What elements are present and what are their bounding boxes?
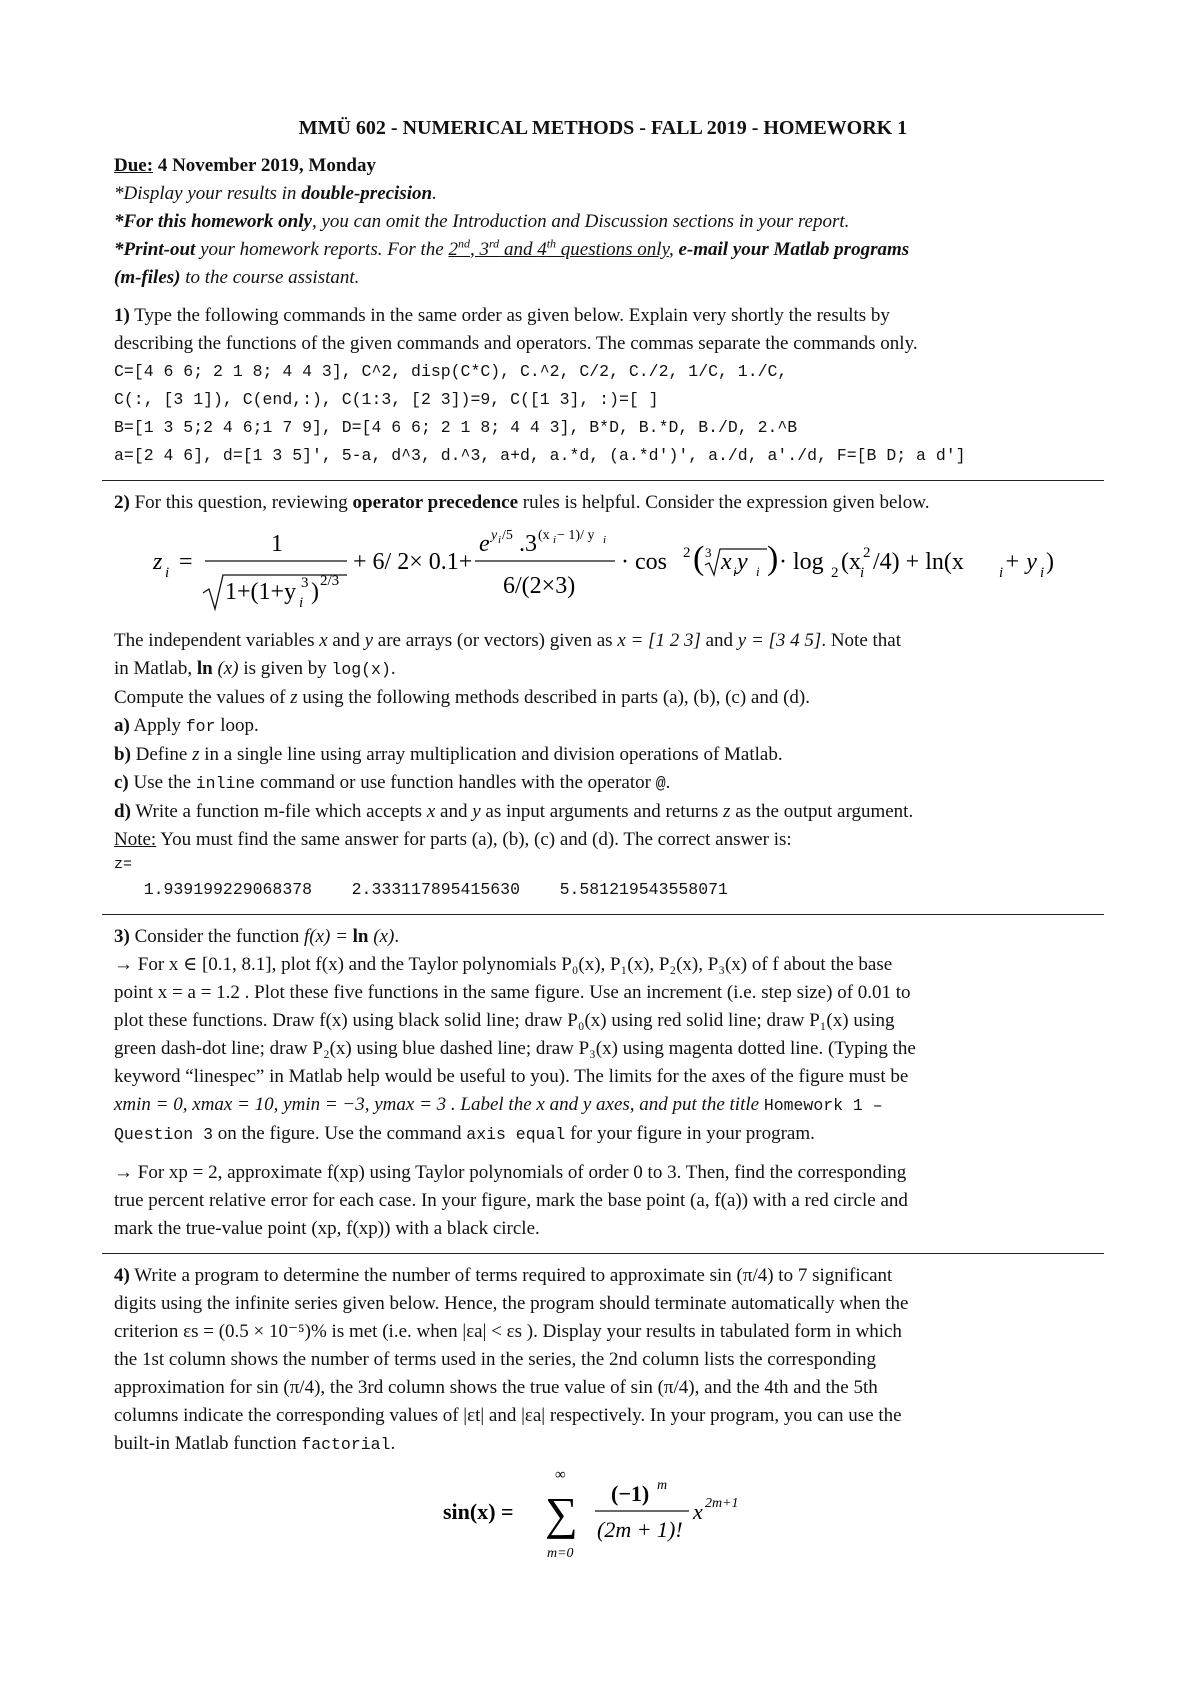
f-three-exp-sub: i bbox=[553, 534, 557, 546]
q-4-sup: th bbox=[546, 236, 557, 251]
due-value: 4 November 2019, Monday bbox=[153, 155, 376, 176]
note3-bold: *Print-out bbox=[114, 239, 196, 260]
note-printout bbox=[114, 236, 1092, 264]
note3-comma: , bbox=[668, 239, 674, 260]
z-formula bbox=[153, 523, 1053, 619]
f-z-sub: i bbox=[165, 565, 170, 581]
note-mfiles bbox=[114, 264, 1092, 292]
q3-p2-line-1: → For xp = 2, approximate f(xp) using Taylor polynomials of order 0 to 3. Then, find the corresponding bbox=[114, 1162, 907, 1183]
q2-b-label: b) bbox=[114, 744, 131, 765]
q3-title-code-2: Question 3 bbox=[114, 1125, 214, 1144]
q2-line-1 bbox=[114, 489, 1092, 517]
q2-c-label: c) bbox=[114, 772, 129, 793]
q2-x-vector: x = [1 2 3] bbox=[617, 630, 701, 651]
q2-l2-code: log(x) bbox=[331, 660, 391, 679]
q2-compute-line bbox=[114, 684, 1092, 712]
q2-number: 2) bbox=[114, 492, 130, 513]
q2-log-line bbox=[114, 655, 1092, 684]
q-3-sup: rd bbox=[488, 236, 500, 251]
q3-p1-line-7 bbox=[114, 1120, 1092, 1149]
f-cbrt-y: y bbox=[737, 549, 748, 575]
q3-l1-end: . bbox=[394, 926, 400, 947]
f-dot3: .3 bbox=[519, 531, 537, 557]
s-num: (−1) bbox=[611, 1481, 650, 1506]
f-e-exp: y bbox=[491, 528, 498, 543]
q2-l3-z: z bbox=[290, 687, 298, 708]
f-den: 6/(2×3) bbox=[503, 573, 576, 599]
q2-part-c bbox=[114, 769, 1092, 798]
q2-c-code2: @ bbox=[655, 774, 666, 793]
q1-number: 1) bbox=[114, 305, 130, 326]
q4-line-1 bbox=[114, 1262, 1092, 1290]
q2-b-z: z bbox=[192, 744, 200, 765]
q-only: questions only bbox=[556, 239, 669, 260]
q2-note-label: Note: bbox=[114, 829, 157, 850]
s-m0: m=0 bbox=[547, 1546, 574, 1561]
s-lhs: sin(x) = bbox=[443, 1499, 514, 1524]
q1-text-1: Type the following commands in the same order as given below. Explain very shortly the results by bbox=[129, 305, 890, 326]
q2-a-pre: Apply bbox=[129, 715, 186, 736]
q3-p1-mid: on the figure. Use the command bbox=[213, 1123, 467, 1144]
q4-last-pre: built-in Matlab function bbox=[114, 1433, 302, 1454]
s-den: (2m + 1)! bbox=[597, 1517, 683, 1542]
q2-y-vector: y = [3 4 5] bbox=[737, 630, 822, 651]
q2-note-text: You must find the same answer for parts (a), (b), (c) and (d). The correct answer is: bbox=[156, 829, 792, 850]
q2-a-end: loop. bbox=[215, 715, 259, 736]
q-4: 4 bbox=[537, 239, 547, 260]
q3-p1-line-2: point x = a = 1.2 . Plot these five functions in the same figure. Use an increment (i.e. step size) of 0.01 to bbox=[114, 982, 911, 1003]
q2-part-a bbox=[114, 712, 1092, 741]
note-precision bbox=[114, 180, 1092, 208]
f-log-sub: 2 bbox=[831, 565, 839, 581]
q2-c-pre: Use the bbox=[128, 772, 196, 793]
document-title: MMÜ 602 - NUMERICAL METHODS - FALL 2019 - HOMEWORK 1 bbox=[298, 117, 908, 139]
f-one: 1 bbox=[271, 531, 283, 557]
q2-a-code: for bbox=[185, 717, 216, 736]
q2-l2-end: . bbox=[390, 658, 396, 679]
q-2-sup: nd bbox=[457, 236, 470, 251]
q2-l1-and: and bbox=[327, 630, 365, 651]
q-2: 2 bbox=[448, 239, 458, 260]
note3-questions bbox=[448, 236, 669, 260]
q2-d-pre: Write a function m-file which accepts bbox=[130, 801, 427, 822]
q2-c-mid: command or use function handles with the operator bbox=[255, 772, 656, 793]
q3-p1-line-6 bbox=[114, 1091, 1092, 1120]
q3-p1-line-1: → For x ∈ [0.1, 8.1], plot f(x) and the Taylor polynomials P₀(x), P₁(x), P₂(x), P₃(x) of f about the base bbox=[114, 954, 893, 975]
f-ln-plus: + y bbox=[1004, 549, 1037, 575]
q2-b-end: in a single line using array multiplication and division operations of Matlab. bbox=[199, 744, 783, 765]
f-ln-sub2: i bbox=[1040, 565, 1045, 581]
f-log-arg-sub: i bbox=[860, 565, 865, 581]
due-label: Due: bbox=[114, 155, 154, 176]
f-root-sub: i bbox=[299, 595, 304, 611]
note3-email: e-mail your Matlab programs bbox=[673, 239, 910, 260]
q2-l2-ln: ln bbox=[196, 658, 213, 679]
f-e: e bbox=[479, 531, 490, 557]
q2-note bbox=[114, 826, 1092, 854]
q4-line-5: approximation for sin (π/4), the 3rd column shows the true value of sin (π/4), and the 4th and the 5th bbox=[114, 1377, 878, 1398]
f-plus-term: + 6/ 2× 0.1+ bbox=[353, 549, 473, 575]
f-cos: · cos bbox=[621, 549, 667, 575]
q3-title-code-1: Homework 1 – bbox=[763, 1096, 883, 1115]
note1-text: *Display your results in bbox=[114, 183, 302, 204]
q2-l2-x: (x) bbox=[212, 658, 239, 679]
q4-series-formula bbox=[114, 1465, 1092, 1561]
q3-p2-line-3: mark the true-value point (xp, f(xp)) with a black circle. bbox=[114, 1218, 540, 1239]
q2-vectors-line bbox=[114, 627, 1092, 655]
f-eq: = bbox=[179, 549, 193, 575]
q2-answer-label: z= bbox=[114, 856, 133, 873]
q3-axis-code: axis equal bbox=[466, 1125, 566, 1144]
s-x-sup: 2m+1 bbox=[705, 1496, 739, 1511]
q3-l1-arg: (x) bbox=[368, 926, 395, 947]
f-cos-sup: 2 bbox=[683, 545, 691, 561]
f-three-exp: (x bbox=[538, 528, 550, 543]
q2-l2-mid: is given by bbox=[238, 658, 332, 679]
q3-p1-end: for your figure in your program. bbox=[565, 1123, 815, 1144]
q2-l1-x: x bbox=[319, 630, 328, 651]
q2-formula bbox=[114, 523, 1092, 619]
q3-line-1 bbox=[114, 923, 1092, 951]
q2-text-pre: For this question, reviewing bbox=[129, 492, 353, 513]
q3-l1-pre: Consider the function bbox=[129, 926, 304, 947]
s-sum: ∑ bbox=[545, 1488, 578, 1539]
q4-number: 4) bbox=[114, 1265, 130, 1286]
note2-bold: *For this homework only bbox=[114, 211, 312, 232]
s-num-sup: m bbox=[657, 1478, 668, 1493]
f-log-arg-sup: 2 bbox=[863, 545, 871, 561]
f-e-exp-sub: i bbox=[498, 534, 502, 546]
q2-c-end: . bbox=[665, 772, 671, 793]
q2-a-label: a) bbox=[114, 715, 130, 736]
q2-l1-end: . Note that bbox=[821, 630, 902, 651]
q2-d-x: x bbox=[426, 801, 436, 822]
q2-b-pre: Define bbox=[130, 744, 193, 765]
q-3: 3 bbox=[479, 239, 489, 260]
q3-p1-line-4: green dash-dot line; draw P₂(x) using blue dashed line; draw P₃(x) using magenta dotted line. (Typing the bbox=[114, 1038, 916, 1059]
q2-d-z: z bbox=[723, 801, 731, 822]
f-cbrt-idx: 3 bbox=[705, 545, 712, 560]
note1-bold: double-precision bbox=[301, 183, 433, 204]
q3-l1-f: f(x) = bbox=[303, 926, 353, 947]
note3-text: your homework reports. For the bbox=[195, 239, 449, 260]
q4-last-end: . bbox=[390, 1433, 396, 1454]
q1-code-1: C=[4 6 6; 2 1 8; 4 4 3], C^2, disp(C*C), C.^2, C/2, C./2, 1/C, 1./C, bbox=[114, 362, 788, 381]
q-sep: , bbox=[469, 239, 480, 260]
q2-text-post: rules is helpful. Consider the expression given below. bbox=[518, 492, 930, 513]
f-cbrt-sub2: i bbox=[756, 564, 760, 579]
q2-l2-pre: in Matlab, bbox=[114, 658, 197, 679]
q2-l1-and2: and bbox=[700, 630, 738, 651]
note3-mfiles: (m-files) bbox=[114, 267, 181, 288]
divider-3 bbox=[102, 1253, 1104, 1254]
q3-p1-line-3: plot these functions. Draw f(x) using black solid line; draw P₀(x) using red solid line; draw P₁(x) using bbox=[114, 1010, 895, 1031]
q2-l1-pre: The independent variables bbox=[114, 630, 320, 651]
q1-code-3: B=[1 3 5;2 4 6;1 7 9], D=[4 6 6; 2 1 8; 4 4 3], B*D, B.*D, B./D, 2.^B bbox=[114, 418, 798, 437]
q4-line-3: criterion εs = (0.5 × 10⁻⁵)% is met (i.e. when |εa| < εs ). Display your results in tabulated form in which bbox=[114, 1321, 902, 1342]
q2-d-label: d) bbox=[114, 801, 131, 822]
q2-answer-values: 1.939199229068378 2.333117895415630 5.581219543558071 bbox=[114, 880, 728, 899]
f-cos-open: ( bbox=[693, 540, 705, 577]
q4-line-4: the 1st column shows the number of terms used in the series, the 2nd column lists the corresponding bbox=[114, 1349, 876, 1370]
sin-series bbox=[443, 1465, 763, 1561]
divider-2 bbox=[102, 914, 1104, 915]
q3-l1-ln: ln bbox=[352, 926, 369, 947]
q2-d-and: and bbox=[435, 801, 473, 822]
q2-d-y: y bbox=[472, 801, 481, 822]
q1-line-2: describing the functions of the given commands and operators. The commas separate the commands only. bbox=[114, 333, 918, 354]
f-root-exp: 2/3 bbox=[320, 573, 340, 589]
document-body bbox=[114, 114, 1092, 1561]
f-cbrt-sub1: i bbox=[733, 564, 737, 579]
q3-number: 3) bbox=[114, 926, 130, 947]
f-cbrt-x: x bbox=[721, 549, 732, 575]
q2-l1-mid: are arrays (or vectors) given as bbox=[373, 630, 618, 651]
f-e-exp-rest: /5 bbox=[502, 528, 513, 543]
f-cos-close: ) bbox=[767, 540, 779, 577]
f-log-arg-rest: /4) + ln(x bbox=[873, 549, 964, 575]
note2-text: , you can omit the Introduction and Discussion sections in your report. bbox=[311, 211, 850, 232]
q2-l3-pre: Compute the values of bbox=[114, 687, 291, 708]
q4-line-6: columns indicate the corresponding values of |εt| and |εa| respectively. In your program, you can use the bbox=[114, 1405, 902, 1426]
f-root-close: ) bbox=[311, 579, 319, 605]
q3-p1-line-5: keyword “linespec” in Matlab help would be useful to you). The limits for the axes of the figure must be bbox=[114, 1066, 909, 1087]
q2-part-d bbox=[114, 798, 1092, 826]
f-log: · log bbox=[779, 549, 824, 575]
f-z: z bbox=[153, 549, 163, 575]
f-three-exp-sub2: i bbox=[603, 534, 607, 546]
q-and: and bbox=[499, 239, 538, 260]
due-line bbox=[114, 152, 1092, 180]
note3-end: to the course assistant. bbox=[180, 267, 360, 288]
s-inf: ∞ bbox=[555, 1467, 566, 1483]
f-root-sup: 3 bbox=[301, 575, 309, 591]
q1-code-4: a=[2 4 6], d=[1 3 5]', 5-a, d^3, d.^3, a+d, a.*d, (a.*d')', a./d, a'./d, F=[B D; a d'] bbox=[114, 446, 966, 465]
q2-d-end: as the output argument. bbox=[730, 801, 914, 822]
q4-line-7 bbox=[114, 1430, 1092, 1459]
note1-end: . bbox=[432, 183, 437, 204]
f-ln-close: ) bbox=[1046, 549, 1054, 575]
q2-d-mid: as input arguments and returns bbox=[480, 801, 724, 822]
q4-text-1: Write a program to determine the number of terms required to approximate sin (π/4) to 7 significant bbox=[129, 1265, 893, 1286]
q2-l1-y: y bbox=[364, 630, 374, 651]
q1-line-1 bbox=[114, 302, 1092, 330]
q2-text-bold: operator precedence bbox=[352, 492, 519, 513]
q3-limits: xmin = 0, xmax = 10, ymin = −3, ymax = 3 . Label the x and y axes, and put the title bbox=[114, 1094, 764, 1115]
f-root-body: 1+(1+y bbox=[225, 579, 297, 605]
note-homework-only bbox=[114, 208, 1092, 236]
f-log-arg: (x bbox=[841, 549, 861, 575]
q2-part-b bbox=[114, 741, 1092, 769]
q2-c-code: inline bbox=[195, 774, 256, 793]
q2-l3-end: using the following methods described in parts (a), (b), (c) and (d). bbox=[297, 687, 810, 708]
f-ln-sub1: i bbox=[999, 565, 1004, 581]
q1-code-2: C(:, [3 1]), C(end,:), C(1:3, [2 3])=9, C([1 3], :)=[ ] bbox=[114, 390, 659, 409]
s-x: x bbox=[693, 1499, 703, 1524]
divider-1 bbox=[102, 480, 1104, 481]
q3-p2-line-2: true percent relative error for each case. In your figure, mark the base point (a, f(a)) with a red circle and bbox=[114, 1190, 908, 1211]
f-three-exp-rest: − 1)/ y bbox=[557, 528, 595, 543]
q4-factorial-code: factorial bbox=[301, 1435, 391, 1454]
q4-line-2: digits using the infinite series given below. Hence, the program should terminate automatically when the bbox=[114, 1293, 909, 1314]
